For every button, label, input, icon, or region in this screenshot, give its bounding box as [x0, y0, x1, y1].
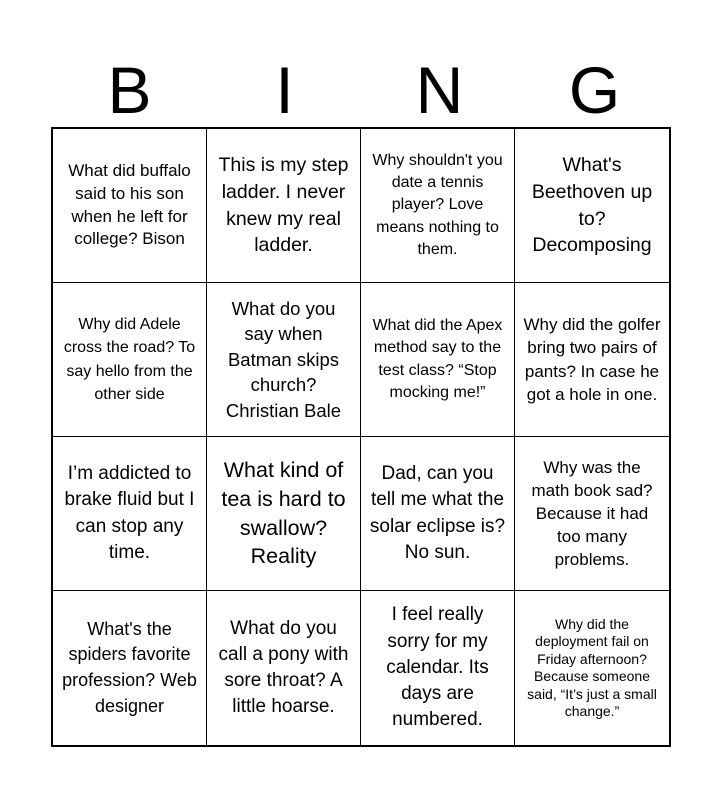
- bingo-cell[interactable]: [515, 129, 669, 283]
- cell-text: What kind of tea is hard to swallow? Reality: [221, 458, 346, 569]
- bingo-cell[interactable]: [207, 283, 361, 437]
- bingo-cell[interactable]: [515, 591, 669, 745]
- cell-text: What do you call a pony with sore throat? A little hoarse.: [218, 617, 349, 718]
- header-letter-b: B: [107, 53, 152, 127]
- cell-text: What's Beethoven up to? Decomposing: [531, 153, 653, 257]
- cell-text: Why did the deployment fail on Friday afternoon? Because someone said, “It’s just a small change.”: [527, 615, 657, 719]
- bingo-cell[interactable]: [53, 591, 207, 745]
- cell-text: What's the spiders favorite profession? Web designer: [62, 618, 197, 716]
- bingo-header: [52, 52, 672, 128]
- header-letter-i: I: [275, 53, 294, 127]
- bingo-cell[interactable]: [361, 283, 515, 437]
- header-letter-g: G: [568, 53, 621, 127]
- bingo-cell[interactable]: [361, 591, 515, 745]
- header-letter-n: N: [415, 53, 464, 127]
- cell-text: What do you say when Batman skips church? Christian Bale: [225, 297, 342, 421]
- bingo-cell[interactable]: [207, 129, 361, 283]
- cell-text: Why shouldn't you date a tennis player? Love means nothing to them.: [372, 152, 503, 258]
- cell-text: This is my step ladder. I never knew my real ladder.: [218, 153, 349, 257]
- bingo-cell[interactable]: [207, 437, 361, 591]
- bingo-cell[interactable]: [53, 437, 207, 591]
- bingo-cell[interactable]: [361, 129, 515, 283]
- cell-text: I’m addicted to brake fluid but I can stop any time.: [64, 463, 195, 563]
- cell-text: What did buffalo said to his son when he left for college? Bison: [68, 160, 191, 249]
- cell-text: I feel really sorry for my calendar. Its days are numbered.: [386, 604, 489, 731]
- bingo-cell[interactable]: [53, 129, 207, 283]
- bingo-cell[interactable]: [207, 591, 361, 745]
- bingo-cell[interactable]: [361, 437, 515, 591]
- cell-text: Why was the math book sad? Because it had too many problems.: [531, 457, 653, 570]
- cell-text: What did the Apex method say to the test class? “Stop mocking me!”: [372, 317, 503, 401]
- bingo-cell[interactable]: [515, 283, 669, 437]
- bingo-cell[interactable]: [53, 283, 207, 437]
- bingo-board: [51, 127, 671, 747]
- cell-text: Why did the golfer bring two pairs of pants? In case he got a hole in one.: [523, 315, 661, 404]
- cell-text: Why did Adele cross the road? To say hello from the other side: [63, 316, 196, 403]
- bingo-cell[interactable]: [515, 437, 669, 591]
- cell-text: Dad, can you tell me what the solar eclipse is? No sun.: [369, 463, 506, 563]
